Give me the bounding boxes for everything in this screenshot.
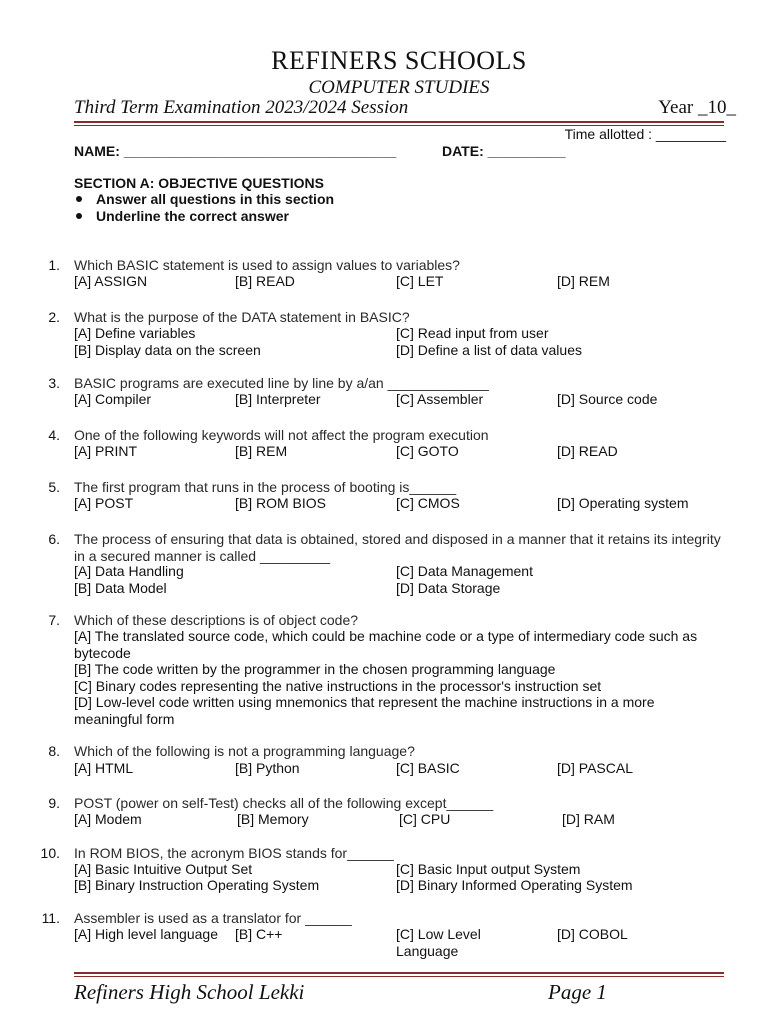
year-label: Year _10_ — [658, 97, 736, 118]
option-b: [B] Interpreter — [235, 391, 321, 407]
footer-rule — [74, 972, 724, 974]
option-c: [C] Read input from user — [396, 325, 549, 341]
option-c: [C] Basic Input output System — [396, 861, 581, 877]
school-name: REFINERS SCHOOLS — [271, 46, 527, 75]
option-a: [A] PRINT — [74, 443, 138, 459]
option-a: [A] Define variables — [74, 325, 196, 341]
question-number: 11. — [41, 910, 60, 926]
option-b: [B] Data Model — [74, 580, 167, 596]
option-a: [A] Compiler — [74, 391, 152, 407]
question-number: 6. — [48, 531, 60, 547]
option-b: [B] ROM BIOS — [235, 495, 327, 511]
question-stem: One of the following keywords will not affect the program execution — [74, 427, 489, 443]
option-d: [D] Low-level code written using mnemonics that represent the machine instructions in a more meaningful form — [74, 694, 655, 727]
option-c: [C] CPU — [399, 811, 451, 827]
question-number: 2. — [48, 309, 60, 325]
option-a: [A] HTML — [74, 760, 134, 776]
option-d: [D] Binary Informed Operating System — [396, 877, 633, 893]
bullet-icon — [76, 196, 82, 202]
option-c: [C] Low Level Language — [396, 926, 481, 959]
option-c: [C] Assembler — [396, 391, 484, 407]
option-b: [B] Binary Instruction Operating System — [74, 877, 320, 893]
option-b: [B] READ — [235, 273, 295, 289]
question-number: 7. — [48, 612, 60, 628]
option-b: [B] Python — [235, 760, 300, 776]
question-stem: BASIC programs are executed line by line by a/an _____________ — [74, 375, 489, 391]
option-c: [C] Data Management — [396, 563, 533, 579]
question-number: 1. — [48, 257, 60, 273]
question-number: 10. — [40, 845, 60, 861]
option-d: [D] READ — [557, 443, 618, 459]
option-d: [D] REM — [557, 273, 610, 289]
footer-rule-thin — [74, 976, 724, 977]
question-number: 3. — [48, 375, 60, 391]
option-b: [B] C++ — [235, 926, 283, 942]
option-a: [A] High level language — [74, 926, 218, 942]
option-c: [C] CMOS — [396, 495, 460, 511]
option-a: [A] Basic Intuitive Output Set — [74, 861, 253, 877]
instruction-text: Underline the correct answer — [96, 208, 289, 224]
option-d: [D] COBOL — [557, 926, 628, 942]
question-stem: Assembler is used as a translator for ______ — [74, 910, 352, 926]
bullet-icon — [76, 213, 82, 219]
option-c: [C] LET — [396, 273, 444, 289]
footer-school: Refiners High School Lekki — [74, 980, 305, 1004]
option-a: [A] Modem — [74, 811, 142, 827]
option-d: [D] Operating system — [557, 495, 689, 511]
date-field-label: DATE: __________ — [442, 143, 566, 159]
question-stem: The process of ensuring that data is obtained, stored and disposed in a manner that it retains its integrity in a secured manner is called _________ — [74, 531, 721, 564]
question-stem: Which of these descriptions is of object code? — [74, 612, 359, 628]
subject-title: COMPUTER STUDIES — [308, 77, 490, 98]
option-d: [D] PASCAL — [557, 760, 633, 776]
option-d: [D] RAM — [562, 811, 615, 827]
question-stem: The first program that runs in the process of booting is______ — [74, 479, 457, 495]
option-c: [C] Binary codes representing the native instructions in the processor's instruction set — [74, 678, 602, 694]
section-title: SECTION A: OBJECTIVE QUESTIONS — [74, 175, 324, 191]
option-a: [A] POST — [74, 495, 134, 511]
header-rule — [74, 121, 724, 123]
option-b: [B] Display data on the screen — [74, 342, 261, 358]
option-d: [D] Source code — [557, 391, 658, 407]
question-number: 9. — [48, 795, 60, 811]
question-number: 8. — [48, 743, 60, 759]
instruction-text: Answer all questions in this section — [96, 191, 335, 207]
option-b: [B] REM — [235, 443, 288, 459]
page-number: Page 1 — [548, 980, 607, 1004]
question-stem: What is the purpose of the DATA statement in BASIC? — [74, 309, 410, 325]
question-stem: POST (power on self-Test) checks all of the following except______ — [74, 795, 494, 811]
question-number: 5. — [48, 479, 60, 495]
option-c: [C] GOTO — [396, 443, 459, 459]
option-b: [B] Memory — [237, 811, 309, 827]
option-b: [B] The code written by the programmer in the chosen programming language — [74, 661, 556, 677]
time-allotted: Time allotted : _________ — [564, 126, 726, 142]
exam-term: Third Term Examination 2023/2024 Session — [74, 97, 409, 118]
option-c: [C] BASIC — [396, 760, 460, 776]
question-number: 4. — [48, 427, 60, 443]
option-a: [A] Data Handling — [74, 563, 184, 579]
option-a: [A] The translated source code, which could be machine code or a type of intermediary code such as bytecode — [74, 628, 698, 661]
instruction-item — [74, 191, 334, 207]
question-stem: Which of the following is not a programming language? — [74, 743, 415, 759]
option-d: [D] Data Storage — [396, 580, 501, 596]
name-field-label: NAME: ___________________________________ — [74, 143, 397, 159]
question-stem: In ROM BIOS, the acronym BIOS stands for______ — [74, 845, 394, 861]
option-a: [A] ASSIGN — [74, 273, 148, 289]
question-stem: Which BASIC statement is used to assign values to variables? — [74, 257, 460, 273]
option-d: [D] Define a list of data values — [396, 342, 582, 358]
instruction-item — [74, 208, 289, 224]
